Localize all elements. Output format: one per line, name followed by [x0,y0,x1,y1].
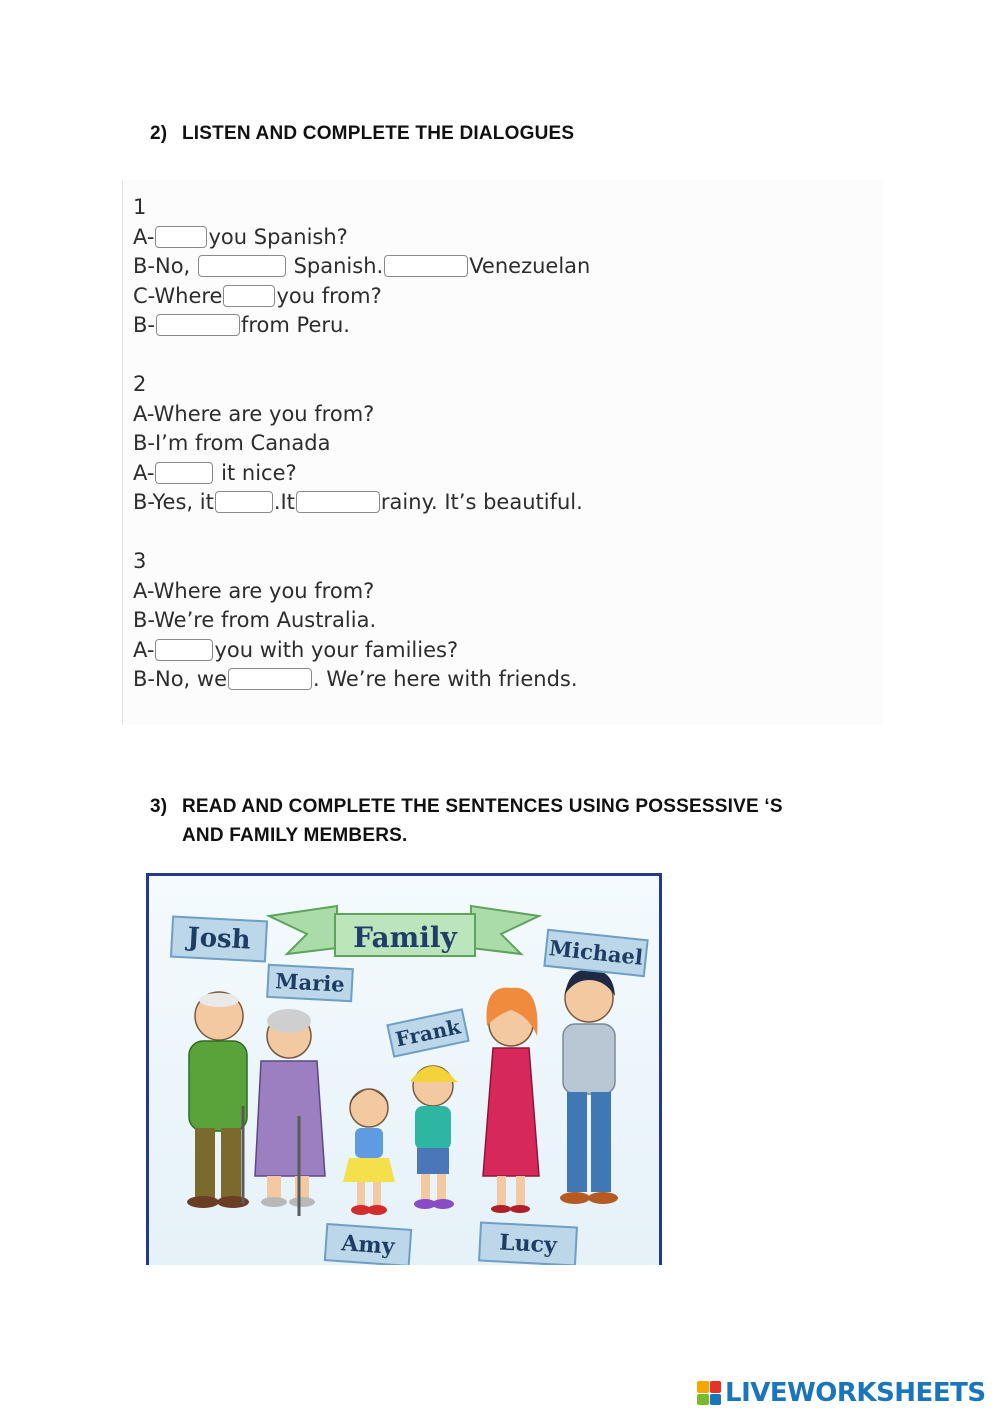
dialogue-line: A-Where are you from? [133,578,375,603]
section-number: 3) [150,796,168,817]
answer-blank[interactable] [155,226,207,248]
dialogue-number: 3 [133,549,147,573]
answer-blank[interactable] [384,255,468,277]
family-banner [269,906,539,956]
name-tag-marie: Marie [266,964,354,1002]
answer-blank[interactable] [198,255,286,277]
family-illustration [146,873,662,1265]
dialogue-line: B- from Peru. [133,313,350,338]
answer-blank[interactable] [156,314,240,336]
name-tag-josh: Josh [170,916,268,963]
dialogue-line: B-Yes, it .It rainy. It’s beautiful. [133,490,583,515]
name-tag-amy: Amy [324,1223,412,1265]
grandpa-figure [187,992,249,1208]
answer-blank[interactable] [228,668,312,690]
banner-label: Family [353,921,457,954]
dialogue-number: 1 [133,195,147,219]
dialogue-line: A- you Spanish? [133,224,348,249]
logo-text: LIVEWORKSHEETS [725,1378,986,1408]
section-title-line-2: AND FAMILY MEMBERS. [182,825,408,846]
mother-figure [483,988,539,1213]
boy-figure [411,1066,459,1209]
dialogue-line: B-We’re from Australia. [133,608,377,633]
father-figure [560,970,618,1204]
answer-blank[interactable] [215,491,273,513]
dialogue-panel [122,180,883,725]
answer-blank[interactable] [155,462,213,484]
answer-blank[interactable] [296,491,380,513]
section-2-heading [150,123,574,145]
girl-figure [343,1089,395,1215]
dialogue-line: A- you with your families? [133,637,459,662]
name-tag-michael: Michael [543,929,648,977]
dialogue-line: C-Where you from? [133,283,382,308]
dialogue-number: 2 [133,372,147,396]
dialogue-line: A- it nice? [133,460,297,485]
section-3-heading [150,792,783,850]
section-title: READ AND COMPLETE THE SENTENCES USING POSSESSIVE ‘S [182,796,783,817]
section-title: LISTEN AND COMPLETE THE DIALOGUES [182,123,575,144]
logo-icon [697,1381,721,1405]
dialogue-1 [133,193,590,341]
dialogue-line: A-Where are you from? [133,401,375,426]
dialogue-line: B-I’m from Canada [133,431,331,456]
dialogue-line: B-No, Spanish. Venezuelan [133,254,591,279]
answer-blank[interactable] [223,285,275,307]
dialogue-line: B-No, we . We’re here with friends. [133,667,578,692]
grandma-figure [255,1009,325,1216]
name-tag-frank: Frank [386,1008,469,1057]
name-tag-lucy: Lucy [478,1221,578,1265]
dialogue-3 [133,547,578,695]
section-number: 2) [150,123,168,144]
liveworksheets-logo [697,1378,986,1408]
dialogue-2 [133,370,583,518]
answer-blank[interactable] [155,639,213,661]
